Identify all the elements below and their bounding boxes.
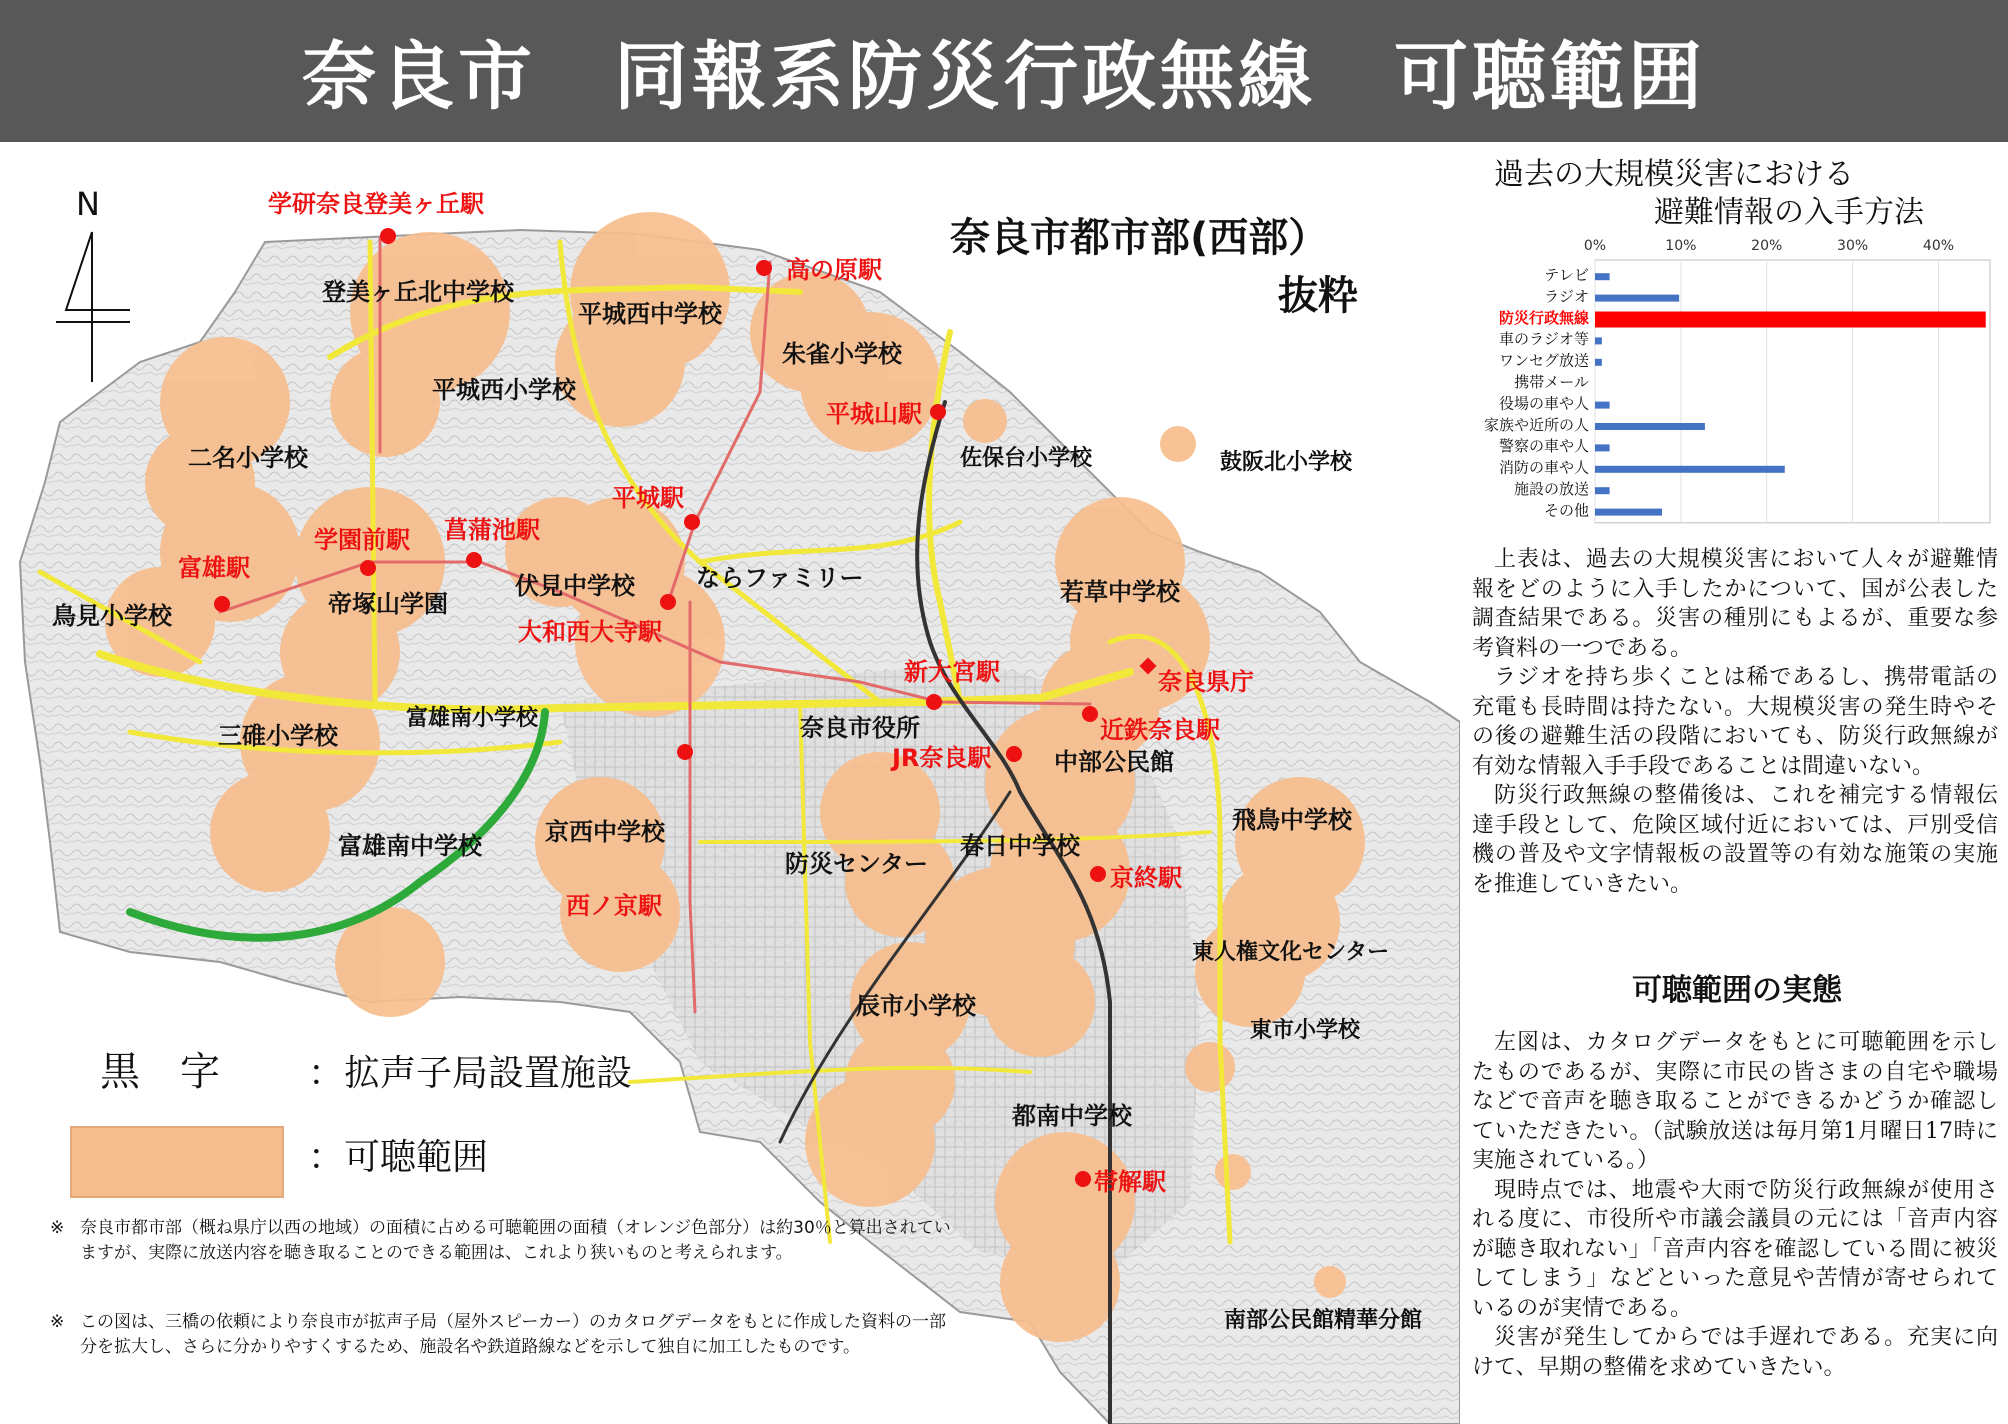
- chart-title-line1: 過去の大規模災害における: [1494, 157, 1854, 192]
- legend-black-text-desc: ：拡声子局設置施設: [308, 1053, 633, 1094]
- station-label-1: 高の原駅: [786, 256, 882, 284]
- map-title-line2: 抜粋: [1278, 273, 1358, 319]
- coverage-map: [0, 142, 1460, 1424]
- facility-label-15: 富雄南小学校: [406, 706, 539, 731]
- footnote-1-mark: ※: [50, 1218, 65, 1238]
- station-label-0: 学研奈良登美ヶ丘駅: [268, 190, 484, 218]
- chart-xtick-3: 30%: [1837, 238, 1869, 254]
- facility-label-21: 東人権文化センター: [1192, 940, 1390, 965]
- chart-xtick-2: 20%: [1751, 238, 1783, 254]
- coverage-area-40: [1215, 1154, 1251, 1190]
- chart-category-label-6: 役場の車や人: [1498, 394, 1589, 413]
- page-header: [0, 0, 2008, 142]
- station-dot-14: [1075, 1171, 1091, 1187]
- facility-label-13: 中部公民館: [1054, 748, 1174, 776]
- chart-bar-0: [1595, 273, 1610, 280]
- coverage-area-39: [1160, 426, 1196, 462]
- coverage-area-37: [1000, 1222, 1120, 1342]
- side-paragraphs-1: [1472, 545, 1998, 899]
- chart-bar-2: [1595, 312, 1986, 328]
- coverage-area-22: [1195, 917, 1305, 1027]
- chart-bar-11: [1595, 509, 1662, 516]
- footnote-2-text: この図は、三橋の依頼により奈良市が拡声子局（屋外スピーカー）のカタログデータをもとに作成した資料の一部分を拡大し、さらに分かりやすくするため、施設名や鉄道路線などを示して独自に加工したものです。: [80, 1312, 946, 1357]
- facility-label-1: 平城西中学校: [578, 300, 722, 328]
- station-dot-2: [930, 404, 946, 420]
- station-dot-13: [677, 744, 693, 760]
- north-label: N: [76, 185, 100, 223]
- chart-category-label-11: その他: [1543, 501, 1589, 520]
- station-dot-8: [926, 694, 942, 710]
- station-label-5: 学園前駅: [314, 526, 410, 554]
- facility-label-10: 鳥見小学校: [52, 602, 172, 630]
- station-label-12: 京終駅: [1110, 864, 1182, 892]
- north-arrow-icon: [56, 232, 130, 382]
- chart-bar-6: [1595, 402, 1610, 409]
- chart-category-label-3: 車のラジオ等: [1498, 330, 1589, 349]
- chart-bar-8: [1595, 444, 1610, 451]
- station-dot-10: [1082, 706, 1098, 722]
- facility-label-3: 平城西小学校: [432, 376, 576, 404]
- chart-category-label-0: テレビ: [1544, 266, 1589, 284]
- facility-label-2: 朱雀小学校: [782, 340, 902, 368]
- coverage-area-38: [963, 399, 1007, 443]
- chart-category-label-2: 防災行政無線: [1498, 308, 1589, 327]
- station-label-14: 帯解駅: [1094, 1168, 1166, 1196]
- chart-bar-1: [1595, 295, 1679, 302]
- station-dot-3: [684, 514, 700, 530]
- facility-label-11: 若草中学校: [1060, 578, 1180, 606]
- station-label-2: 平城山駅: [826, 400, 922, 428]
- station-label-3: 平城駅: [612, 484, 684, 512]
- coverage-area-1: [330, 347, 440, 457]
- side-para-5: 現時点では、地震や大雨で防災行政無線が使用される度に、市役所や市議会議員の元には「音声内容が聴き取れない」「音声内容を確認している間に被災してしまう」などといった意見や苦情が寄せられているのが実情である。: [1472, 1177, 1998, 1321]
- chart-title-line2: 避難情報の入手方法: [1654, 195, 1924, 230]
- chart-category-label-9: 消防の車や人: [1498, 458, 1589, 477]
- chart-category-label-1: ラジオ: [1543, 287, 1589, 306]
- station-dot-0: [380, 228, 396, 244]
- coverage-area-19: [210, 772, 330, 892]
- facility-label-8: ならファミリー: [696, 564, 864, 592]
- chart-category-label-10: 施設の放送: [1513, 480, 1589, 498]
- facility-label-7: 伏見中学校: [515, 572, 635, 600]
- side-para-1: 上表は、過去の大規模災害において人々が避難情報をどのように入手したかについて、国が公表した調査結果である。災害の種別にもよるが、重要な参考資料の一つである。: [1472, 547, 1998, 661]
- facility-label-0: 登美ヶ丘北中学校: [322, 278, 514, 306]
- chart-xtick-0: 0%: [1583, 238, 1607, 254]
- facility-label-4: 二名小学校: [188, 444, 308, 472]
- facility-label-19: 飛鳥中学校: [1232, 806, 1352, 834]
- station-dot-7: [660, 594, 676, 610]
- legend-black-text-symbol: 黒 字: [100, 1049, 220, 1095]
- side-paragraphs-2: [1472, 1028, 1998, 1382]
- station-label-8: 新大宮駅: [904, 658, 1000, 686]
- footnote-2-mark: ※: [50, 1312, 65, 1332]
- side-para-6: 災害が発生してからでは手遅れである。充実に向けて、早期の整備を求めていきたい。: [1472, 1325, 1998, 1380]
- station-label-7: 大和西大寺駅: [518, 618, 662, 646]
- facility-label-25: 南部公民館精華分館: [1224, 1308, 1423, 1333]
- facility-label-16: 京西中学校: [545, 818, 665, 846]
- station-label-4: 菖蒲池駅: [444, 516, 540, 544]
- station-label-9: 奈良県庁: [1158, 668, 1254, 696]
- facility-label-5: 佐保台小学校: [960, 446, 1093, 471]
- station-label-13: 西ノ京駅: [566, 892, 662, 920]
- footnote-2: [50, 1310, 960, 1359]
- facility-label-20: 富雄南中学校: [338, 832, 482, 860]
- facility-label-24: 都南中学校: [1012, 1102, 1132, 1130]
- station-label-6: 富雄駅: [178, 554, 250, 582]
- chart-category-label-7: 家族や近所の人: [1483, 415, 1589, 434]
- section-title: 可聴範囲の実態: [1632, 973, 1842, 1008]
- station-label-10: 近鉄奈良駅: [1100, 716, 1220, 744]
- legend-coverage-swatch: [70, 1126, 284, 1198]
- station-label-11: JR奈良駅: [892, 744, 992, 772]
- station-dot-6: [214, 596, 230, 612]
- chart-category-label-8: 警察の車や人: [1498, 437, 1589, 456]
- chart-xtick-4: 40%: [1922, 238, 1955, 254]
- chart-category-label-4: ワンセグ放送: [1498, 351, 1589, 370]
- chart-bar-4: [1595, 359, 1602, 366]
- station-dot-4: [466, 552, 482, 568]
- coverage-area-31: [985, 947, 1095, 1057]
- coverage-area-41: [1314, 1266, 1346, 1298]
- chart-category-label-5: 携帯メール: [1514, 373, 1589, 391]
- legend-coverage-desc: ：可聴範囲: [308, 1137, 489, 1178]
- facility-label-17: 防災センター: [785, 850, 929, 878]
- footnote-1: [50, 1216, 960, 1265]
- chart-xtick-1: 10%: [1665, 238, 1697, 254]
- page-title: 奈良市 同報系防災行政無線 可聴範囲: [302, 34, 1706, 120]
- chart-bar-7: [1595, 423, 1705, 430]
- side-para-4: 左図は、カタログデータをもとに可聴範囲を示したものであるが、実際に市民の皆さまの自宅や職場などで音声を聴き取ることができるかどうか確認していただきたい。（試験放送は毎月第1月曜日17時に実施されている。）: [1472, 1030, 1998, 1173]
- station-dot-5: [360, 560, 376, 576]
- station-dot-12: [1090, 866, 1106, 882]
- facility-label-22: 辰市小学校: [856, 992, 976, 1020]
- footnote-1-text: 奈良市都市部（概ね県庁以西の地域）の面積に占める可聴範囲の面積（オレンジ色部分）は約30％と算出されていますが、実際に放送内容を聴き取ることのできる範囲は、これより狭いものと考えられます。: [80, 1218, 951, 1263]
- chart-bar-3: [1595, 337, 1602, 344]
- facility-label-12: 奈良市役所: [800, 714, 920, 742]
- station-dot-1: [756, 260, 772, 276]
- station-dot-11: [1006, 746, 1022, 762]
- facility-label-23: 東市小学校: [1250, 1018, 1361, 1043]
- chart-bar-9: [1595, 466, 1785, 473]
- map-title-line1: 奈良市都市部(西部）: [950, 215, 1329, 261]
- facility-label-18: 春日中学校: [960, 832, 1080, 860]
- coverage-area-35: [1185, 1042, 1235, 1092]
- facility-label-9: 帝塚山学園: [328, 590, 448, 618]
- coverage-area-5: [800, 312, 940, 452]
- side-para-2: ラジオを持ち歩くことは稀であるし、携帯電話の充電も長時間は持たない。大規模災害の発生時やその後の避難生活の段階においても、防災行政無線が有効な情報入手手段であることは間違いない。: [1472, 665, 1998, 779]
- side-para-3: 防災行政無線の整備後は、これを補完する情報伝達手段として、危険区域付近においては、戸別受信機の普及や文字情報板の設置等の有効な施策の実施を推進していきたい。: [1472, 783, 1998, 897]
- facility-label-14: 三碓小学校: [218, 722, 338, 750]
- facility-label-6: 鼓阪北小学校: [1220, 450, 1353, 475]
- chart-bar-10: [1595, 487, 1610, 494]
